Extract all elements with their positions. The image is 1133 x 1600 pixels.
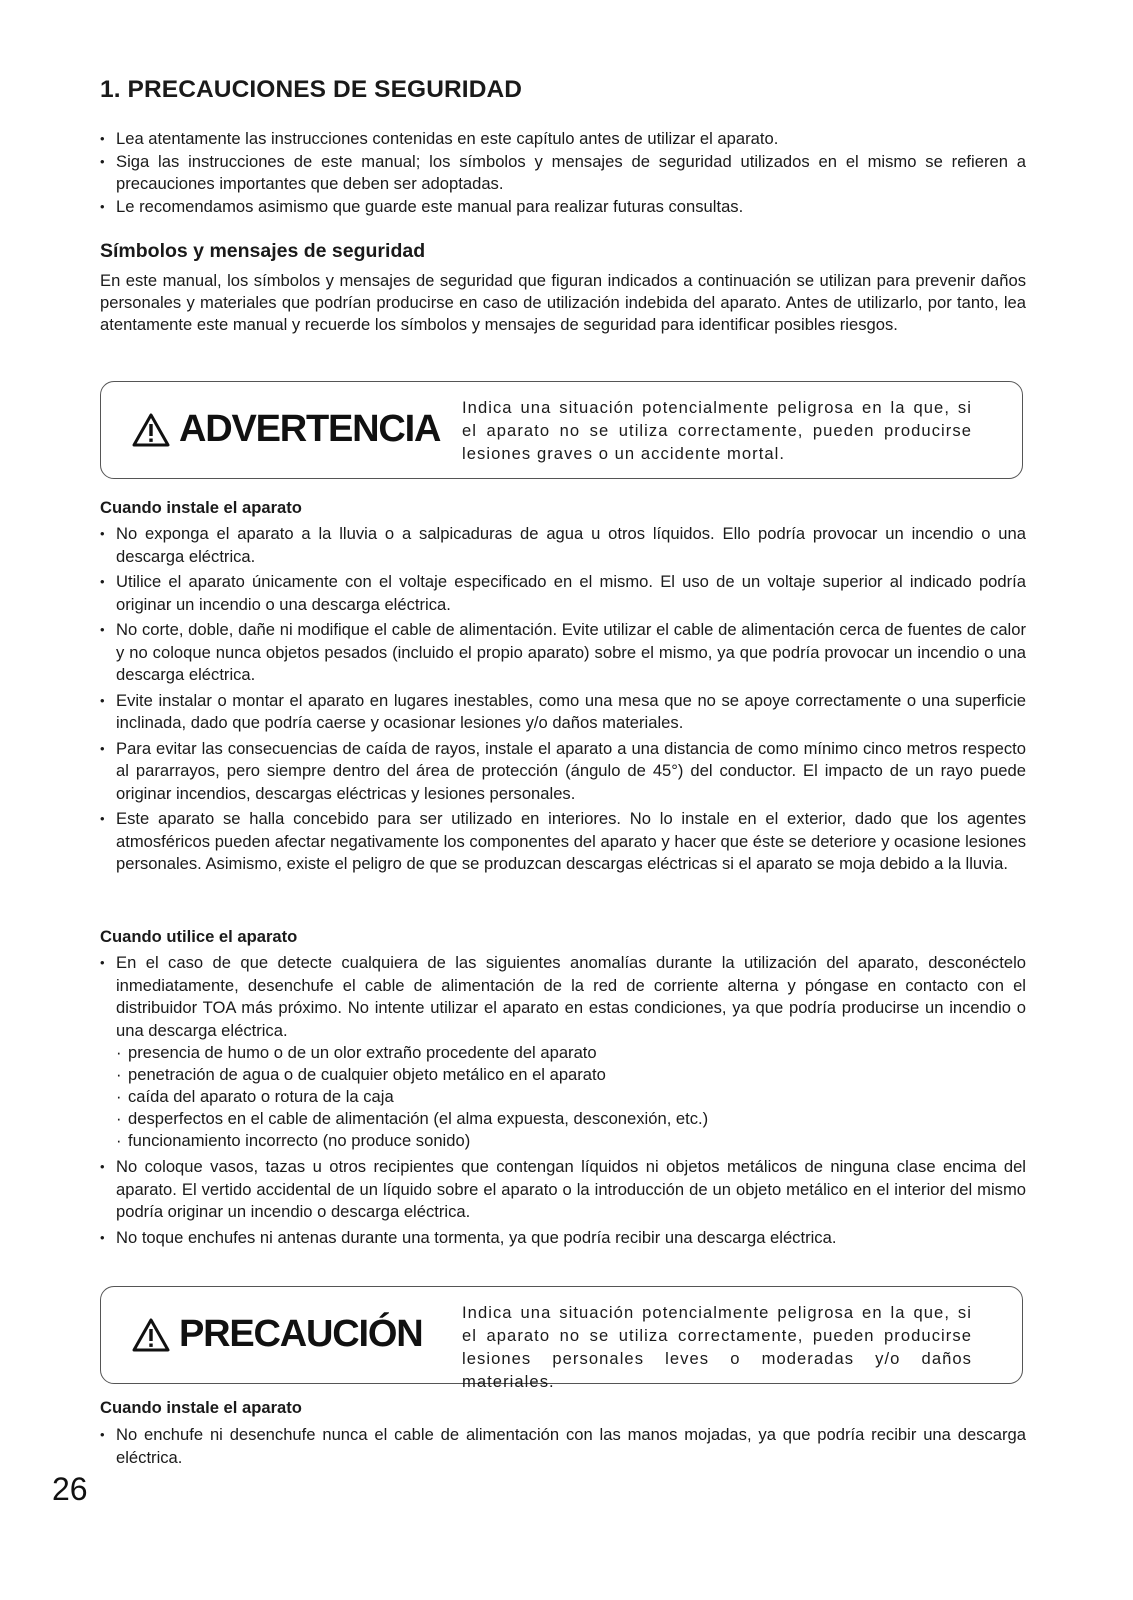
intro-item: • Le recomendamos asimismo que guarde este manual para realizar futuras consultas. [100, 196, 1026, 219]
list-item: • No toque enchufes ni antenas durante una tormenta, ya que podría recibir una descarga eléctrica. [100, 1227, 1026, 1250]
list-item: • No corte, doble, dañe ni modifique el cable de alimentación. Evite utilizar el cable de alimentación cerca de fuentes de calor y no coloque nunca objetos pesados (incluido el propio aparato) sobre el mismo, ya que podría provocar un incendio o una descarga eléctrica. [100, 619, 1026, 687]
warning-box [100, 381, 1023, 479]
warning-install-heading: Cuando instale el aparato [100, 498, 302, 517]
list-item: • Utilice el aparato únicamente con el voltaje especificado en el mismo. El uso de un voltaje superior al indicado podría originar un incendio o una descarga eléctrica. [100, 571, 1026, 616]
warning-use-heading: Cuando utilice el aparato [100, 927, 298, 946]
sub-item: · caída del aparato o rotura de la caja [100, 1086, 1026, 1108]
caution-install-heading: Cuando instale el aparato [100, 1398, 302, 1417]
caution-box [100, 1286, 1023, 1391]
sub-item: · presencia de humo o de un olor extraño procedente del aparato [100, 1042, 1026, 1064]
anomaly-sub-list [100, 1042, 1026, 1152]
sub-item: · funcionamiento incorrecto (no produce sonido) [100, 1130, 1026, 1152]
warning-use-block [100, 952, 1026, 1252]
caution-label-text: PRECAUCIÓN [179, 1313, 423, 1355]
symbols-paragraph: En este manual, los símbolos y mensajes de seguridad que figuran indicados a continuación se utilizan para prevenir daños personales y materiales que podrían producirse en caso de utilización indebida del aparato. Antes de utilizarlo, por tanto, lea atentamente este manual y recuerde los símbolos y mensajes de seguridad para identificar posibles riesgos. [100, 271, 1026, 335]
list-item: • Evite instalar o montar el aparato en lugares inestables, como una mesa que no se apoye correctamente o una superficie inclinada, dado que podría caerse y ocasionar lesiones y/o daños materiales. [100, 690, 1026, 735]
page-number: 26 [52, 1471, 88, 1507]
intro-item: • Siga las instrucciones de este manual; los símbolos y mensajes de seguridad utilizados en el mismo se refieren a precauciones importantes que deben ser adoptadas. [100, 151, 1026, 196]
section-title: 1. PRECAUCIONES DE SEGURIDAD [100, 76, 523, 103]
warning-use-more-list [100, 1156, 1026, 1249]
list-item: • Este aparato se halla concebido para ser utilizado en interiores. No lo instale en el exterior, dado que los agentes atmosféricos pueden afectar negativamente los componentes del aparato y hacer que éste se deteriore y ocasione lesiones personales. Asimismo, existe el peligro de que se produzcan descargas eléctricas si el aparato se moja debido a la lluvia. [100, 808, 1026, 876]
caution-description: Indica una situación potencialmente peligrosa en la que, si el aparato no se utiliza correctamente, pueden producirse lesiones personales leves o moderadas y/o daños materiales. [462, 1303, 972, 1391]
list-item: • Para evitar las consecuencias de caída de rayos, instale el aparato a una distancia de como mínimo cinco metros respecto al pararrayos, pero siempre dentro del área de protección (ángulo de 45°) del conductor. El impacto de un rayo puede originar incendios, descargas eléctricas y lesiones personales. [100, 738, 1026, 806]
warning-label [131, 408, 440, 451]
caution-label [131, 1313, 422, 1356]
list-item: • En el caso de que detecte cualquiera de las siguientes anomalías durante la utilización del aparato, desconéctelo inmediatamente, desenchufe el cable de alimentación de la red de corriente alterna y póngase en contacto con el distribuidor TOA más próximo. No intente utilizar el aparato en estas condiciones, ya que podría producirse un incendio o una descarga eléctrica. [100, 952, 1026, 1042]
sub-item: · penetración de agua o de cualquier objeto metálico en el aparato [100, 1064, 1026, 1086]
list-item: • No exponga el aparato a la lluvia o a salpicaduras de agua u otros líquidos. Ello podría provocar un incendio o una descarga eléctrica. [100, 523, 1026, 568]
warning-triangle-icon [131, 412, 171, 448]
intro-item: • Lea atentamente las instrucciones contenidas en este capítulo antes de utilizar el aparato. [100, 128, 1026, 151]
list-item: • No coloque vasos, tazas u otros recipientes que contengan líquidos ni objetos metálicos de ninguna clase encima del aparato. El vertido accidental de un líquido sobre el aparato o la introducción de un objeto metálico en el interior del mismo podría originar un incendio o descarga eléctrica. [100, 1156, 1026, 1224]
warning-label-text: ADVERTENCIA [179, 408, 441, 450]
caution-triangle-icon [131, 1317, 171, 1353]
warning-use-list [100, 952, 1026, 1042]
list-item: • No enchufe ni desenchufe nunca el cable de alimentación con las manos mojadas, ya que podría recibir una descarga eléctrica. [100, 1424, 1026, 1469]
caution-install-list [100, 1424, 1026, 1469]
sub-item: · desperfectos en el cable de alimentación (el alma expuesta, desconexión, etc.) [100, 1108, 1026, 1130]
intro-list [100, 128, 1026, 218]
warning-install-list [100, 523, 1026, 879]
warning-description: Indica una situación potencialmente peligrosa en la que, si el aparato no se utiliza correctamente, pueden producirse lesiones graves o un accidente mortal. [462, 398, 972, 463]
symbols-heading: Símbolos y mensajes de seguridad [100, 240, 426, 262]
